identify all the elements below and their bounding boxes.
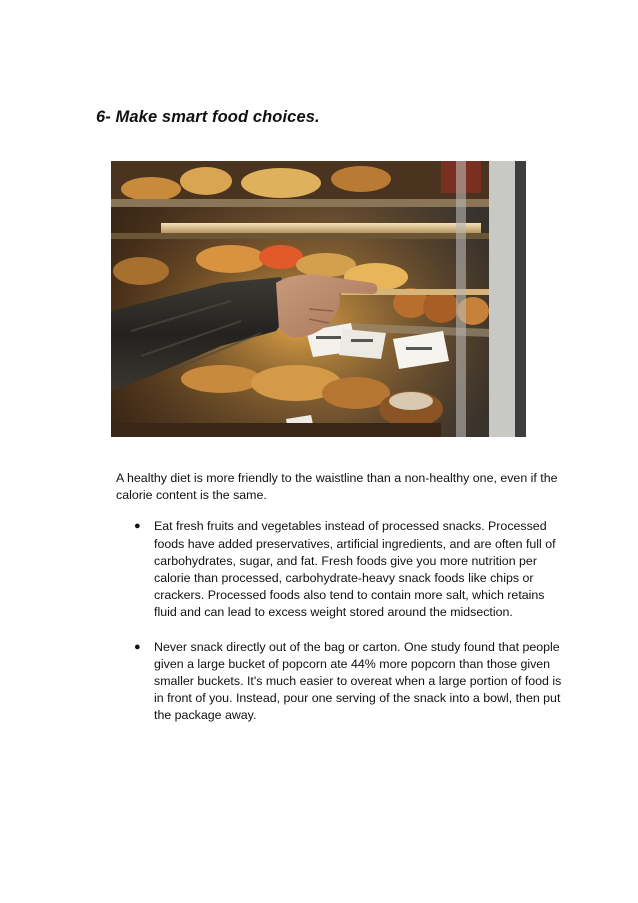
- article-body: [116, 470, 564, 742]
- list-item-text: Eat fresh fruits and vegetables instead of processed snacks. Processed foods have added preservatives, artificial ingredients, and are often full of carbohydrates, sugar, and fat. Fresh foods give you more nutrition per calorie than processed, carbohydrate-heavy snack foods like chips or crackers. Processed foods also tend to contain more salt, which retains fluid and can lead to excess weight stored around the midsection.: [154, 519, 556, 620]
- bakery-display-photo: [111, 161, 526, 437]
- list-item: [116, 639, 564, 725]
- price-label: [339, 329, 386, 359]
- tips-list: [116, 518, 564, 724]
- bullet-icon: ●: [134, 640, 141, 653]
- list-item: [116, 518, 564, 621]
- photo-illustration: [111, 161, 526, 437]
- intro-paragraph: A healthy diet is more friendly to the waistline than a non-healthy one, even if the calorie content is the same.: [116, 471, 558, 503]
- page-title: 6- Make smart food choices.: [96, 108, 320, 126]
- list-item-text: Never snack directly out of the bag or carton. One study found that people given a large bucket of popcorn ate 44% more popcorn than those given smaller buckets. It's much easier to overeat when a large portion of food is in front of you. Instead, pour one serving of the snack into a bowl, then put the package away.: [154, 639, 562, 723]
- bullet-icon: ●: [134, 520, 141, 533]
